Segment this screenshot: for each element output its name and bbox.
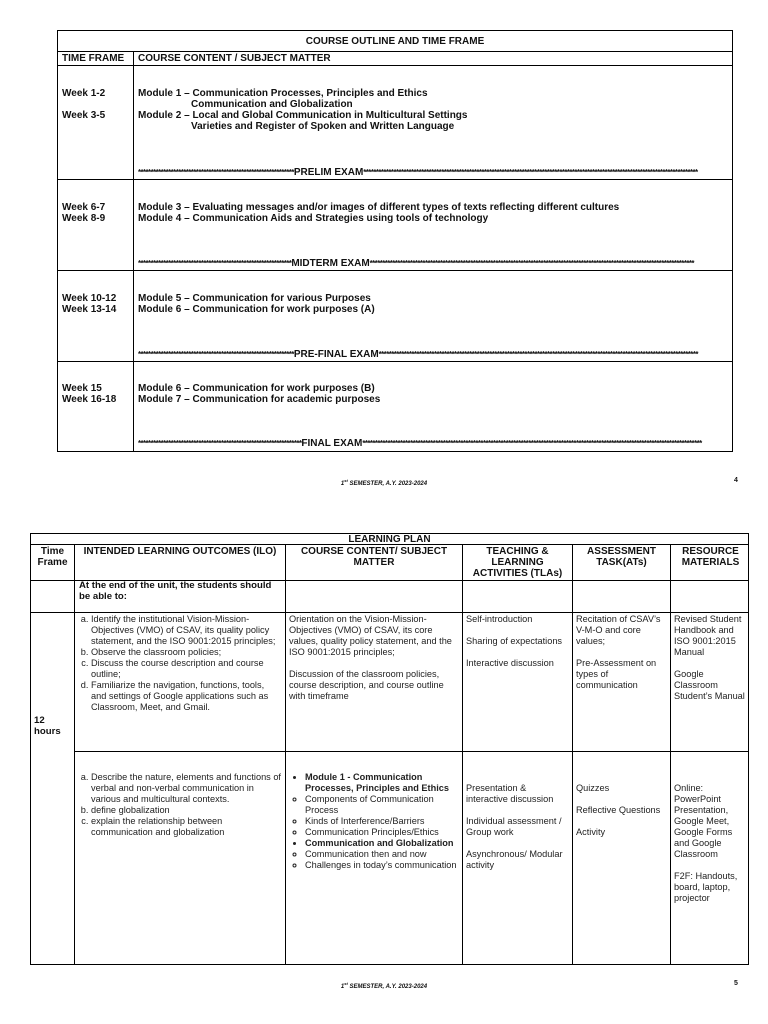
column-divider [285,545,286,964]
assessment-item: Quizzes [576,783,610,793]
section-divider [58,179,732,180]
week-label: Week 6-7 [62,202,106,213]
topic-bullet: ◦ Kinds of Interference/Barriers [305,816,459,827]
ilo-item: b. Observe the classroom policies; [91,647,281,658]
week-label: Week 10-12 [62,293,117,304]
row2-resources [674,783,748,915]
column-divider [74,545,75,964]
week-label: Week 1-2 [62,88,106,99]
week-label: Week 13-14 [62,304,117,315]
tla-item: Self-introduction [466,614,533,624]
ilo-item: c. explain the relationship between communication and globalization [91,816,281,838]
exam-divider-final: *****************************************************************FINAL EXAM*************************************************************************************************************************************** [138,438,702,449]
row2-assessment [576,783,668,849]
section-divider [58,361,732,362]
content-paragraph: Orientation on the Vision-Mission-Objectives (VMO) of CSAV, its core values, quality policy statement, and the ISO 9001:2015 principles; [289,614,452,657]
resource-item: Google Classroom Student’s Manual [674,669,745,701]
row1-assessment [576,614,668,702]
row2-tla [466,783,568,882]
ilo-item: c. Discuss the course description and course outline; [91,658,281,680]
exam-label: MIDTERM EXAM [291,258,370,269]
col-header-time-frame: TIME FRAME [58,52,133,66]
week-label: Week 3-5 [62,110,106,121]
row2-content [287,772,459,871]
course-outline-table [57,30,733,452]
module-line: Module 7 – Communication for academic purposes [138,394,381,405]
content-paragraph: Discussion of the classroom policies, course description, and course outline with timeframe [289,669,444,701]
row1-content [289,614,459,713]
tla-item: Interactive discussion [466,658,554,668]
module-line: Communication and Globalization [191,99,353,110]
column-divider [572,545,573,964]
column-divider [670,545,671,964]
header-resources: RESOURCE MATERIALS [681,546,740,568]
module-line: Varieties and Register of Spoken and Written Language [191,121,455,132]
resource-item: F2F: Handouts, board, laptop, projector [674,871,738,903]
exam-label: FINAL EXAM [301,438,363,449]
ilo-item: a. Describe the nature, elements and functions of verbal and non-verbal communication in various and multicultural contexts. [91,772,281,805]
row-divider [31,612,748,613]
module-line: Module 1 – Communication Processes, Principles and Ethics [138,88,428,99]
page-footer: 1st SEMESTER, A.Y. 2023-2024 [340,981,428,990]
exam-label: PRELIM EXAM [293,167,364,178]
module-line: Module 5 – Communication for various Purposes [138,293,371,304]
time-frame-hours: 12 hours [34,715,61,737]
tla-item: Asynchronous/ Modular activity [466,849,563,870]
exam-divider-prelim: **************************************************************PRELIM EXAM************************************************************************************************************************************* [138,167,698,178]
section-divider [58,270,732,271]
header-assessment: ASSESSMENT TASK(ATs) [587,546,656,568]
module-bullet: • Communication and Globalization [305,838,459,849]
column-divider [133,52,134,451]
row-divider [74,751,748,752]
topic-bullet: ◦ Communication Principles/Ethics [305,827,459,838]
header-ilo: INTENDED LEARNING OUTCOMES (ILO) [83,546,277,557]
module-line: Module 2 – Local and Global Communication in Multicultural Settings [138,110,468,121]
row1-tla [466,614,568,680]
page-number: 5 [734,980,738,987]
week-label: Week 16-18 [62,394,117,405]
ilo-item: d. Familiarize the navigation, functions, tools, and settings of Google applications such as Classroom, Meet, and Gmail. [91,680,281,713]
col-header-course-content: COURSE CONTENT / SUBJECT MATTER [134,52,732,66]
plan-title: LEARNING PLAN [31,534,748,545]
column-divider [462,545,463,964]
row1-ilo [75,614,281,713]
module-bullet: • Module 1 - Communication Processes, Principles and Ethics [305,772,459,794]
outline-title: COURSE OUTLINE AND TIME FRAME [58,31,732,52]
week-label: Week 8-9 [62,213,106,224]
header-tla: TEACHING & LEARNING ACTIVITIES (TLAs) [472,546,563,579]
topic-bullet: ◦ Challenges in today’s communication [305,860,459,871]
module-line: Module 6 – Communication for work purposes (B) [138,383,375,394]
exam-divider-midterm: *************************************************************MIDTERM EXAM********************************************************************************************************************************* [138,258,694,269]
module-line: Module 3 – Evaluating messages and/or images of different types of texts reflecting different cultures [138,202,620,213]
assessment-item: Pre-Assessment on types of communication [576,658,657,690]
learning-plan-table [30,533,749,965]
page-number: 4 [734,477,738,484]
resource-item: Online: PowerPoint Presentation, Google Meet, Google Forms and Google Classroom [674,783,733,859]
assessment-item: Activity [576,827,606,837]
topic-bullet: ◦ Components of Communication Process [305,794,459,816]
resource-item: Revised Student Handbook and ISO 9001:2015 Manual [674,614,742,657]
tla-item: Presentation & interactive discussion [466,783,554,804]
module-line: Module 4 – Communication Aids and Strategies using tools of technology [138,213,489,224]
week-label: Week 15 [62,383,102,394]
ilo-intro: At the end of the unit, the students should be able to: [79,580,272,602]
ilo-item: b. define globalization [91,805,281,816]
exam-label: PRE-FINAL EXAM [293,349,379,360]
row1-resources [674,614,748,713]
page-footer: 1st SEMESTER, A.Y. 2023-2024 [340,478,428,487]
assessment-item: Recitation of CSAV’s V-M-O and core values; [576,614,661,646]
header-course-content: COURSE CONTENT/ SUBJECT MATTER [300,546,448,568]
header-time-frame: Time Frame [37,546,68,568]
row2-ilo [75,772,281,838]
tla-item: Sharing of expectations [466,636,563,646]
topic-bullet: ◦ Communication then and now [305,849,459,860]
exam-divider-prefinal: **************************************************************PRE-FINAL EXAM******************************************************************************************************************************* [138,349,698,360]
ilo-item: a. Identify the institutional Vision-Mission-Objectives (VMO) of CSAV, its quality policy statement, and the ISO 9001:2015 principles; [91,614,281,647]
module-line: Module 6 – Communication for work purposes (A) [138,304,375,315]
tla-item: Individual assessment / Group work [466,816,562,837]
assessment-item: Reflective Questions [576,805,661,815]
